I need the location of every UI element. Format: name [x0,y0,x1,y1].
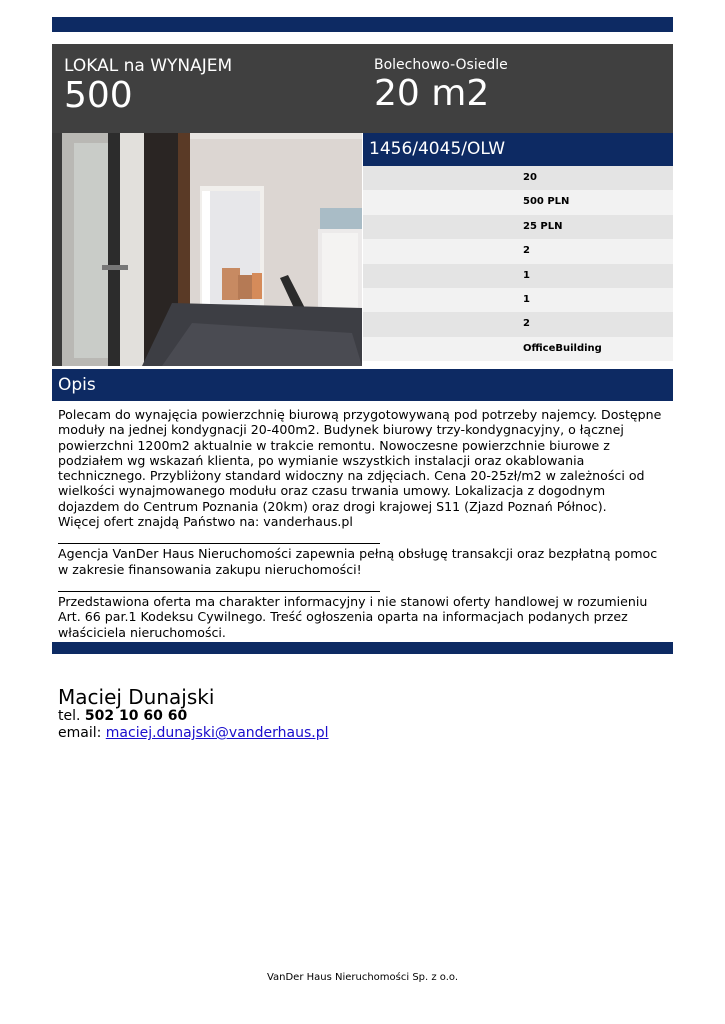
property-value: 2 [523,318,530,330]
agent-contact [58,686,329,742]
listing-price: 500 [64,75,133,116]
reference-number: 1456/4045/OLW [369,139,506,159]
disclaimer: Przedstawiona oferta ma charakter informacyjny i nie stanowi oferty handlowej w rozumieniu Art. 66 par.1 Kodeksu Cywilnego. Treść ogłoszenia oparta na informacjach podanych przez właściciela nieruchomości. [58,593,648,640]
property-value: OfficeBuilding [523,342,602,354]
phone-label: tel. [58,708,81,724]
listing-location: Bolechowo-Osiedle [374,57,508,73]
property-row [363,264,673,288]
property-value: 20 [523,172,537,183]
website-note: Więcej ofert znajdą Państwo na: vanderhaus.pl [58,514,353,530]
divider [58,529,380,544]
property-value: 500 PLN [523,196,570,208]
property-row [363,288,673,312]
agent-email-link[interactable]: maciej.dunajski@vanderhaus.pl [105,725,329,741]
listing-type: LOKAL na WYNAJEM [64,56,233,76]
divider [58,577,380,592]
property-row [363,166,673,190]
email-label: email: [58,725,102,741]
listing-header [52,44,673,133]
agent-phone[interactable]: 502 10 60 60 [84,708,188,724]
description-title: Opis [58,375,96,395]
agent-name: Maciej Dunajski [58,685,215,709]
property-row [363,215,673,239]
property-row [363,239,673,263]
footer-company-name: VanDer Haus Nieruchomości Sp. z o.o. [266,972,459,983]
property-value: 1 [523,269,530,281]
property-details-table [363,166,673,361]
bottom-banner-bar [52,642,673,654]
agency-note: Agencja VanDer Haus Nieruchomości zapewnia pełną obsługę transakcji oraz bezpłatną pomoc w zakresie finansowania zakupu nieruchomości! [58,546,658,577]
property-value: 1 [523,293,530,305]
property-row [363,312,673,336]
property-photo [52,133,362,366]
description-header [52,369,673,401]
property-value: 2 [523,245,530,257]
property-value: 25 PLN [523,220,563,232]
reference-number-bar [363,133,673,166]
agent-phone-line [58,708,329,725]
top-banner-bar [52,17,673,32]
agent-email-line [58,725,329,742]
description-body [58,407,670,640]
property-row [363,337,673,361]
property-row [363,190,673,214]
listing-area: 20 m2 [374,73,490,114]
description-paragraph: Polecam do wynajęcia powierzchnię biurową przygotowywaną pod potrzeby najemcy. Dostępne moduły na jednej kondygnacji 20-400m2. Budynek biurowy trzy-kondygnacyjny, o łącznej powierzchni 1200m2 aktualnie w trakcie remontu. Nowoczesne powierzchnie biurowe z podziałem wg wskazań klienta, po wymianie wszystkich instalacji oraz okablowania technicznego. Przybliżony standard widoczny na zdjęciach. Cena 20-25zł/m2 w zależności od wielkości wynajmowanego modułu oraz czasu trwania umowy. Lokalizacja z dogodnym dojazdem do Centrum Poznania (20km) oraz drogi krajowej S11 (Zjazd Poznań Północ). [58,407,662,514]
